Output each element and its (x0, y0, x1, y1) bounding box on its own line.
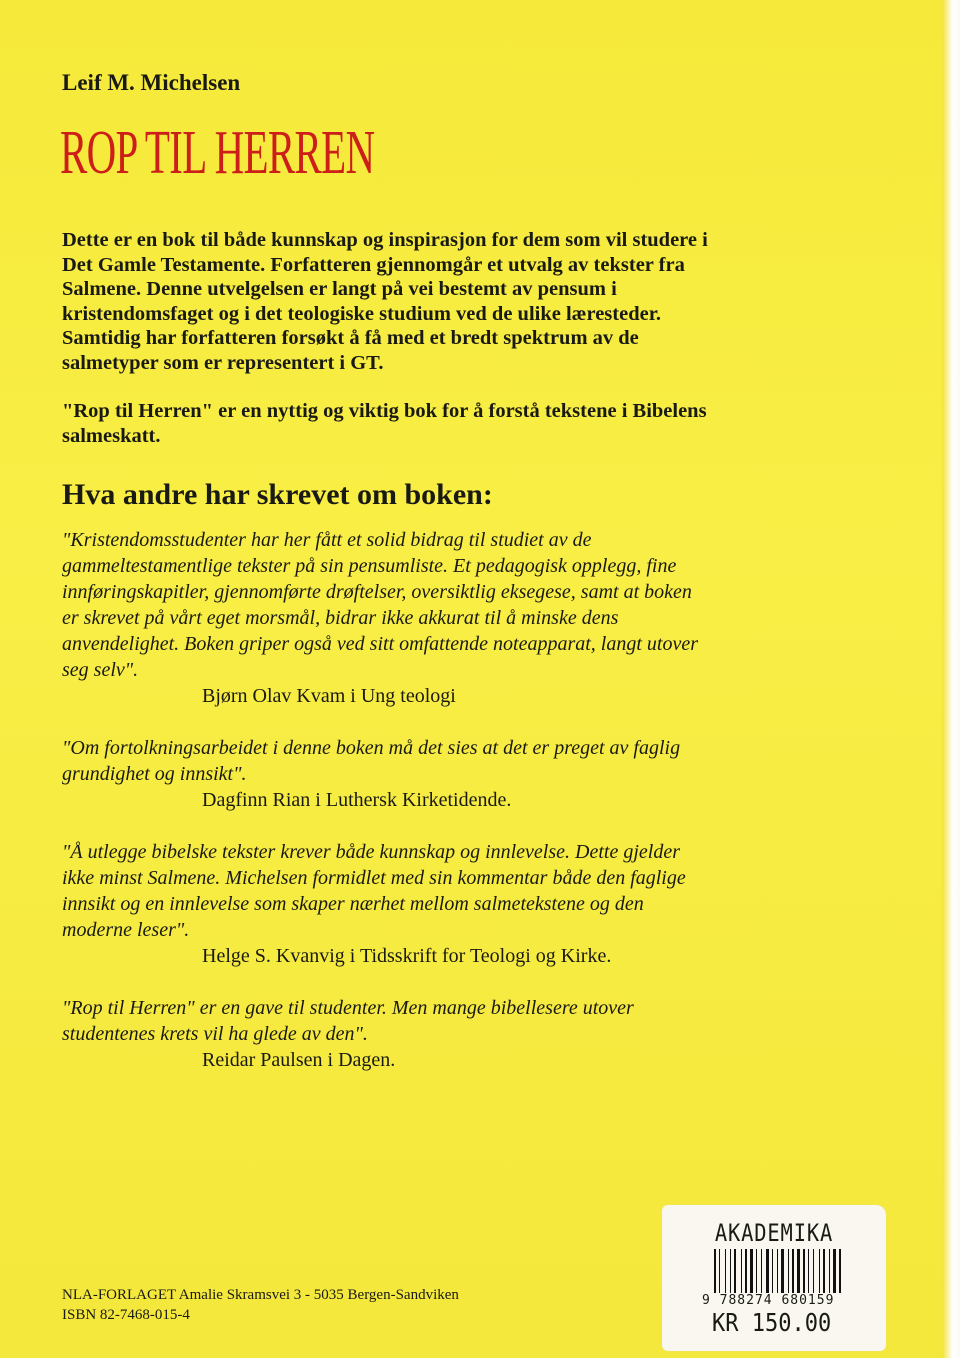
barcode-bar (717, 1249, 718, 1293)
publisher-info (62, 1285, 459, 1325)
barcode-bar (750, 1249, 753, 1293)
barcode-bar (770, 1249, 771, 1293)
barcode-bar (795, 1249, 796, 1293)
barcode (714, 1249, 846, 1293)
review (62, 995, 712, 1073)
barcode-bar (737, 1249, 740, 1293)
barcode-bar (819, 1249, 820, 1293)
barcode-bar (741, 1249, 742, 1293)
barcode-bar (748, 1249, 749, 1293)
reviews-list (62, 527, 712, 1099)
review-attribution: Helge S. Kvanvig i Tidsskrift for Teologi og Kirke. (202, 945, 612, 967)
barcode-bar (813, 1249, 814, 1293)
review-quote: "Rop til Herren" er en gave til studenter. Men mange bibellesere utover studentenes krets vil ha glede av den". (62, 997, 634, 1045)
barcode-bar (837, 1249, 838, 1293)
barcode-bar (839, 1249, 841, 1293)
barcode-bar (727, 1249, 729, 1293)
barcode-bar (821, 1249, 822, 1293)
author-name: Leif M. Michelsen (62, 70, 241, 95)
barcode-bar (806, 1249, 807, 1293)
barcode-bar (801, 1249, 802, 1293)
price: KR 150.00 (712, 1308, 832, 1337)
review (62, 527, 712, 709)
barcode-bar (730, 1249, 731, 1293)
barcode-bar (761, 1249, 762, 1293)
publisher-address: NLA-FORLAGET Amalie Skramsvei 3 - 5035 Bergen-Sandviken (62, 1287, 459, 1303)
barcode-bar (779, 1249, 780, 1293)
barcode-bar (774, 1249, 776, 1293)
isbn: ISBN 82-7468-015-4 (62, 1307, 190, 1323)
barcode-bar (797, 1249, 800, 1293)
barcode-bar (781, 1249, 784, 1293)
barcode-bar (833, 1249, 836, 1293)
store-name: AKADEMIKA (714, 1219, 834, 1247)
barcode-bar (810, 1249, 812, 1293)
barcode-bar (790, 1249, 791, 1293)
book-description (62, 228, 722, 472)
barcode-bar (766, 1249, 769, 1293)
review (62, 839, 712, 969)
barcode-bar (714, 1249, 716, 1293)
review (62, 735, 712, 813)
barcode-bar (772, 1249, 773, 1293)
reviews-heading: Hva andre har skrevet om boken: (62, 478, 493, 511)
description-paragraph: "Rop til Herren" er en nyttig og viktig bok for å forstå tekstene i Bibelens salmeskatt. (62, 400, 707, 447)
barcode-bar (829, 1249, 830, 1293)
price-sticker (662, 1205, 886, 1351)
review-attribution: Bjørn Olav Kvam i Ung teologi (202, 685, 456, 707)
barcode-bar (754, 1249, 755, 1293)
review-quote: "Om fortolkningsarbeidet i denne boken må det sies at det er preget av faglig grundighet og innsikt". (62, 737, 681, 785)
review-attribution: Dagfinn Rian i Luthersk Kirketidende. (202, 789, 512, 811)
barcode-bar (743, 1249, 744, 1293)
barcode-bar (815, 1249, 818, 1293)
barcode-bar (831, 1249, 832, 1293)
barcode-bar (734, 1249, 736, 1293)
barcode-bar (732, 1249, 733, 1293)
barcode-bar (808, 1249, 809, 1293)
barcode-bar (758, 1249, 760, 1293)
barcode-bar (756, 1249, 757, 1293)
barcode-bar (823, 1249, 825, 1293)
barcode-bar (826, 1249, 828, 1293)
barcode-bar (785, 1249, 787, 1293)
description-paragraph: Dette er en bok til både kunnskap og inspirasjon for dem som vil studere i Det Gamle Testamente. Forfatteren gjennomgår et utvalg av tekster fra Salmene. Denne utvelgelsen er langt på vei bestemt av pensum i kristendomsfaget og i det teologiske studium ved de ulike læresteder. Samtidig har forfatteren forsøkt å få med et bredt spektrum av de salmetyper som er representert i GT. (62, 229, 708, 374)
barcode-bar (745, 1249, 747, 1293)
book-title: ROP TIL HERREN (60, 119, 375, 187)
barcode-bar (763, 1249, 765, 1293)
barcode-bar (725, 1249, 726, 1293)
review-attribution: Reidar Paulsen i Dagen. (202, 1049, 396, 1071)
barcode-bar (719, 1249, 720, 1293)
barcode-bar (803, 1249, 805, 1293)
barcode-bar (792, 1249, 794, 1293)
review-quote: "Å utlegge bibelske tekster krever både kunnskap og innlevelse. Dette gjelder ikke minst Salmene. Michelsen formidlet med sin kommentar både den faglige innsikt og en innlevelse som skaper nærhet mellom salmetekstene og den moderne leser". (62, 841, 686, 941)
review-quote: "Kristendomsstudenter har her fått et solid bidrag til studiet av de gammeltestamentlige tekster på sin pensumliste. Et pedagogisk opplegg, fine innføringskapitler, gjennomførte drøftelser, oversiktlig eksegese, samt at boken er skrevet på vårt eget morsmål, bidrar ikke akkurat til å minske dens anvendelighet. Boken griper også ved sitt omfattende noteapparat, langt utover seg selv". (62, 529, 698, 681)
barcode-bar (777, 1249, 778, 1293)
barcode-bar (721, 1249, 724, 1293)
page-edge (942, 0, 960, 1358)
barcode-digits: 9 788274 680159 (702, 1293, 835, 1308)
barcode-bar (788, 1249, 789, 1293)
